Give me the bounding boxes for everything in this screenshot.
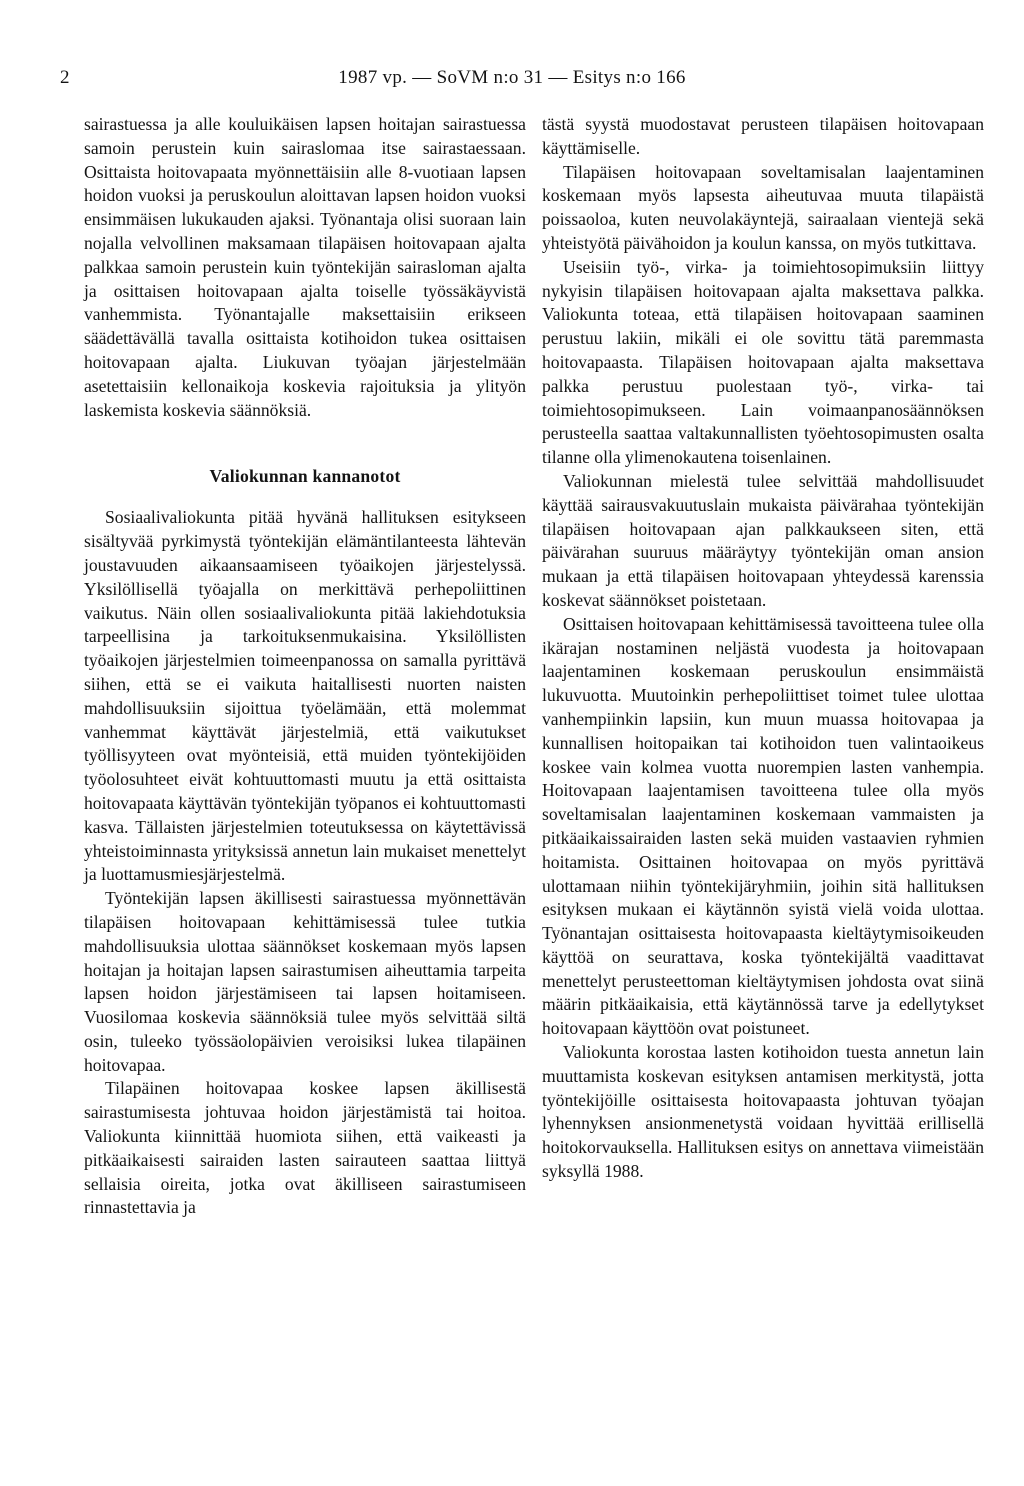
paragraph: Tilapäinen hoitovapaa koskee lapsen äkillisestä sairastumisesta johtuvaa hoidon järjestämistä tai hoitoa. Valiokunta kiinnittää huomiota siihen, että vaikeasti ja pitkäaikaisesti sairaiden lasten sairauteen saattaa liittyä sellaisia oireita, jotka ovat äkilliseen sairastumiseen rinnastettavia ja	[84, 1078, 526, 1218]
running-header: 1987 vp. — SoVM n:o 31 — Esitys n:o 166	[338, 67, 686, 88]
left-column	[84, 113, 526, 1220]
paragraph: Useisiin työ-, virka- ja toimiehtosopimuksiin liittyy nykyisin tilapäisen hoitovapaan ajalta maksettava palkka. Valiokunta toteaa, että tilapäisen hoitovapaan saaminen perustuu lakiin, mikäli ei ole sovittu tätä paremmasta hoitovapaasta. Tilapäisen hoitovapaan ajalta maksettava palkka perustuu puolestaan työ-, virka- tai toimiehtosopimukseen. Lain voimaanpanosäännöksen perusteella saattaa valtakunnallisten työehtosopimusten osalta tilanne olla ylimenokautena toisenlainen.	[542, 256, 984, 468]
right-column	[542, 113, 984, 1184]
paragraph: Osittaisen hoitovapaan kehittämisessä tavoitteena tulee olla ikärajan nostaminen neljästä vuodesta ja hoitovapaan laajentaminen koskemaan peruskoulun ensimmäistä lukuvuotta. Muutoinkin perhepoliittiset toimet tulee ulottaa vanhempiinkin lapsiin, kun muun muassa hoitovapaa ja kunnallisen hoitopaikan tai kotihoidon tuen valintaoikeus koskee vain kolmea vuotta nuorempien lasten vanhempia. Hoitovapaan laajentamisen tavoitteena tulee olla myös soveltamisalan laajentaminen koskemaan vammaisten ja pitkäaikaissairaiden lasten sekä muiden vastaavien ryhmien hoitamista. Osittainen hoitovapaa on myös pyrittävä ulottamaan niihin työntekijäryhmiin, joihin sitä hallituksen esityksen mukaan ei käytännön syistä vielä voida ulottaa. Työnantajan osittaisesta hoitovapaasta kieltäytymisoikeuden käyttöä on seurattava, koska työntekijältä vaadittavat menettelyt perusteettoman kieltäytymisen johdosta ovat siinä määrin pitkäaikaisia, että käytännössä tarve ja edellytykset hoitovapaan käyttöön ovat poistuneet.	[542, 613, 984, 1039]
paragraph: Työntekijän lapsen äkillisesti sairastuessa myönnettävän tilapäisen hoitovapaan kehittämisessä tulee tutkia mahdollisuuksia ulottaa säännökset koskemaan myös lapsen hoitajan ja hoitajan lapsen sairastumisen aiheuttamia tarpeita lapsen hoidon järjestämiseen tai lapsen hoitamiseen. Vuosilomaa koskevia säännöksiä tulee myös selvittää siltä osin, tuleeko työssäolopäivien veroisiksi lukea tilapäinen hoitovapaa.	[84, 888, 526, 1075]
page-number: 2	[60, 67, 70, 88]
paragraph: Valiokunnan mielestä tulee selvittää mahdollisuudet käyttää sairausvakuutuslain mukaista päivärahaa työntekijän tilapäisen hoitovapaan ajan palkkaukseen siten, että päivärahan suuruus määräytyy työntekijän oman ansion mukaan ja että tilapäisen hoitovapaan yhteydessä karenssia koskevat säännökset poistetaan.	[542, 470, 984, 610]
paragraph: Sosiaalivaliokunta pitää hyvänä hallituksen esitykseen sisältyvää pyrkimystä työntekijän elämäntilanteesta lähtevän joustavuuden aikaansaamiseen työaikojen järjestelyssä. Yksilöllisellä työajalla on merkittävä perhepoliittinen vaikutus. Näin ollen sosiaalivaliokunta pitää lakiehdotuksia tarpeellisina ja tarkoituksenmukaisina. Yksilöllisten työaikojen järjestelmien toimeenpanossa on samalla pyrittävä siihen, että se ei vaikuta haitallisesti nuorten naisten mahdollisuuksiin sijoittua työelämään, että molemmat vanhemmat käyttävät järjestelmiä, että vaikutukset työllisyyteen ovat myönteisiä, että muiden työntekijöiden työolosuhteet eivät kohtuuttomasti muutu ja että osittaista hoitovapaata käyttävän työntekijän työpanos ei kohtuuttomasti kasva. Tällaisten järjestelmien toteutuksessa on käytettävissä yhteistoiminnasta yrityksissä annetun lain mukaiset menettelyt ja luottamusmiesjärjestelmä.	[84, 507, 526, 885]
paragraph: Valiokunta korostaa lasten kotihoidon tuesta annetun lain muuttamista koskevan esityksen antamisen merkitystä, jotta työntekijöille osittaisesta hoitovapaasta johtuvan työajan lyhennyksen ansionmenetystä voidaan hyvittää erillisellä hoitokorvauksella. Hallituksen esitys on annettava viimeistään syksyllä 1988.	[542, 1042, 984, 1182]
paragraph: sairastuessa ja alle kouluikäisen lapsen hoitajan sairastuessa samoin perustein kuin sairaslomaa itse sairastaessaan. Osittaista hoitovapaata myönnettäisiin alle 8-vuotiaan lapsen hoidon vuoksi ja peruskoulun aloittavan lapsen hoidon vuoksi ensimmäisen lukukauden ajaksi. Työnantaja olisi suoraan lain nojalla velvollinen maksamaan tilapäisen hoitovapaan ajalta palkkaa samoin perustein kuin työntekijän sairasloman ajalta ja osittaisen hoitovapaan ajalta toiselle työssäkäyvistä vanhemmista. Työnantajalle maksettaisiin erikseen säädettävällä tavalla osittaista kotihoidon tukea osittaisen hoitovapaan ajalta. Liukuvan työajan järjestelmään asetettaisiin kellonaikoja koskevia rajoituksia ja ylityön laskemista koskevia säännöksiä.	[84, 114, 526, 420]
paragraph: Tilapäisen hoitovapaan soveltamisalan laajentaminen koskemaan myös lapsesta aiheutuvaa muuta tilapäistä poissaoloa, kuten neuvolakäyntejä, sairaalaan vientejä sekä yhteistyötä päivähoidon ja koulun kanssa, on myös tutkittava.	[542, 161, 984, 253]
paragraph: tästä syystä muodostavat perusteen tilapäisen hoitovapaan käyttämiselle.	[542, 114, 984, 158]
section-heading: Valiokunnan kannanotot	[209, 466, 401, 487]
